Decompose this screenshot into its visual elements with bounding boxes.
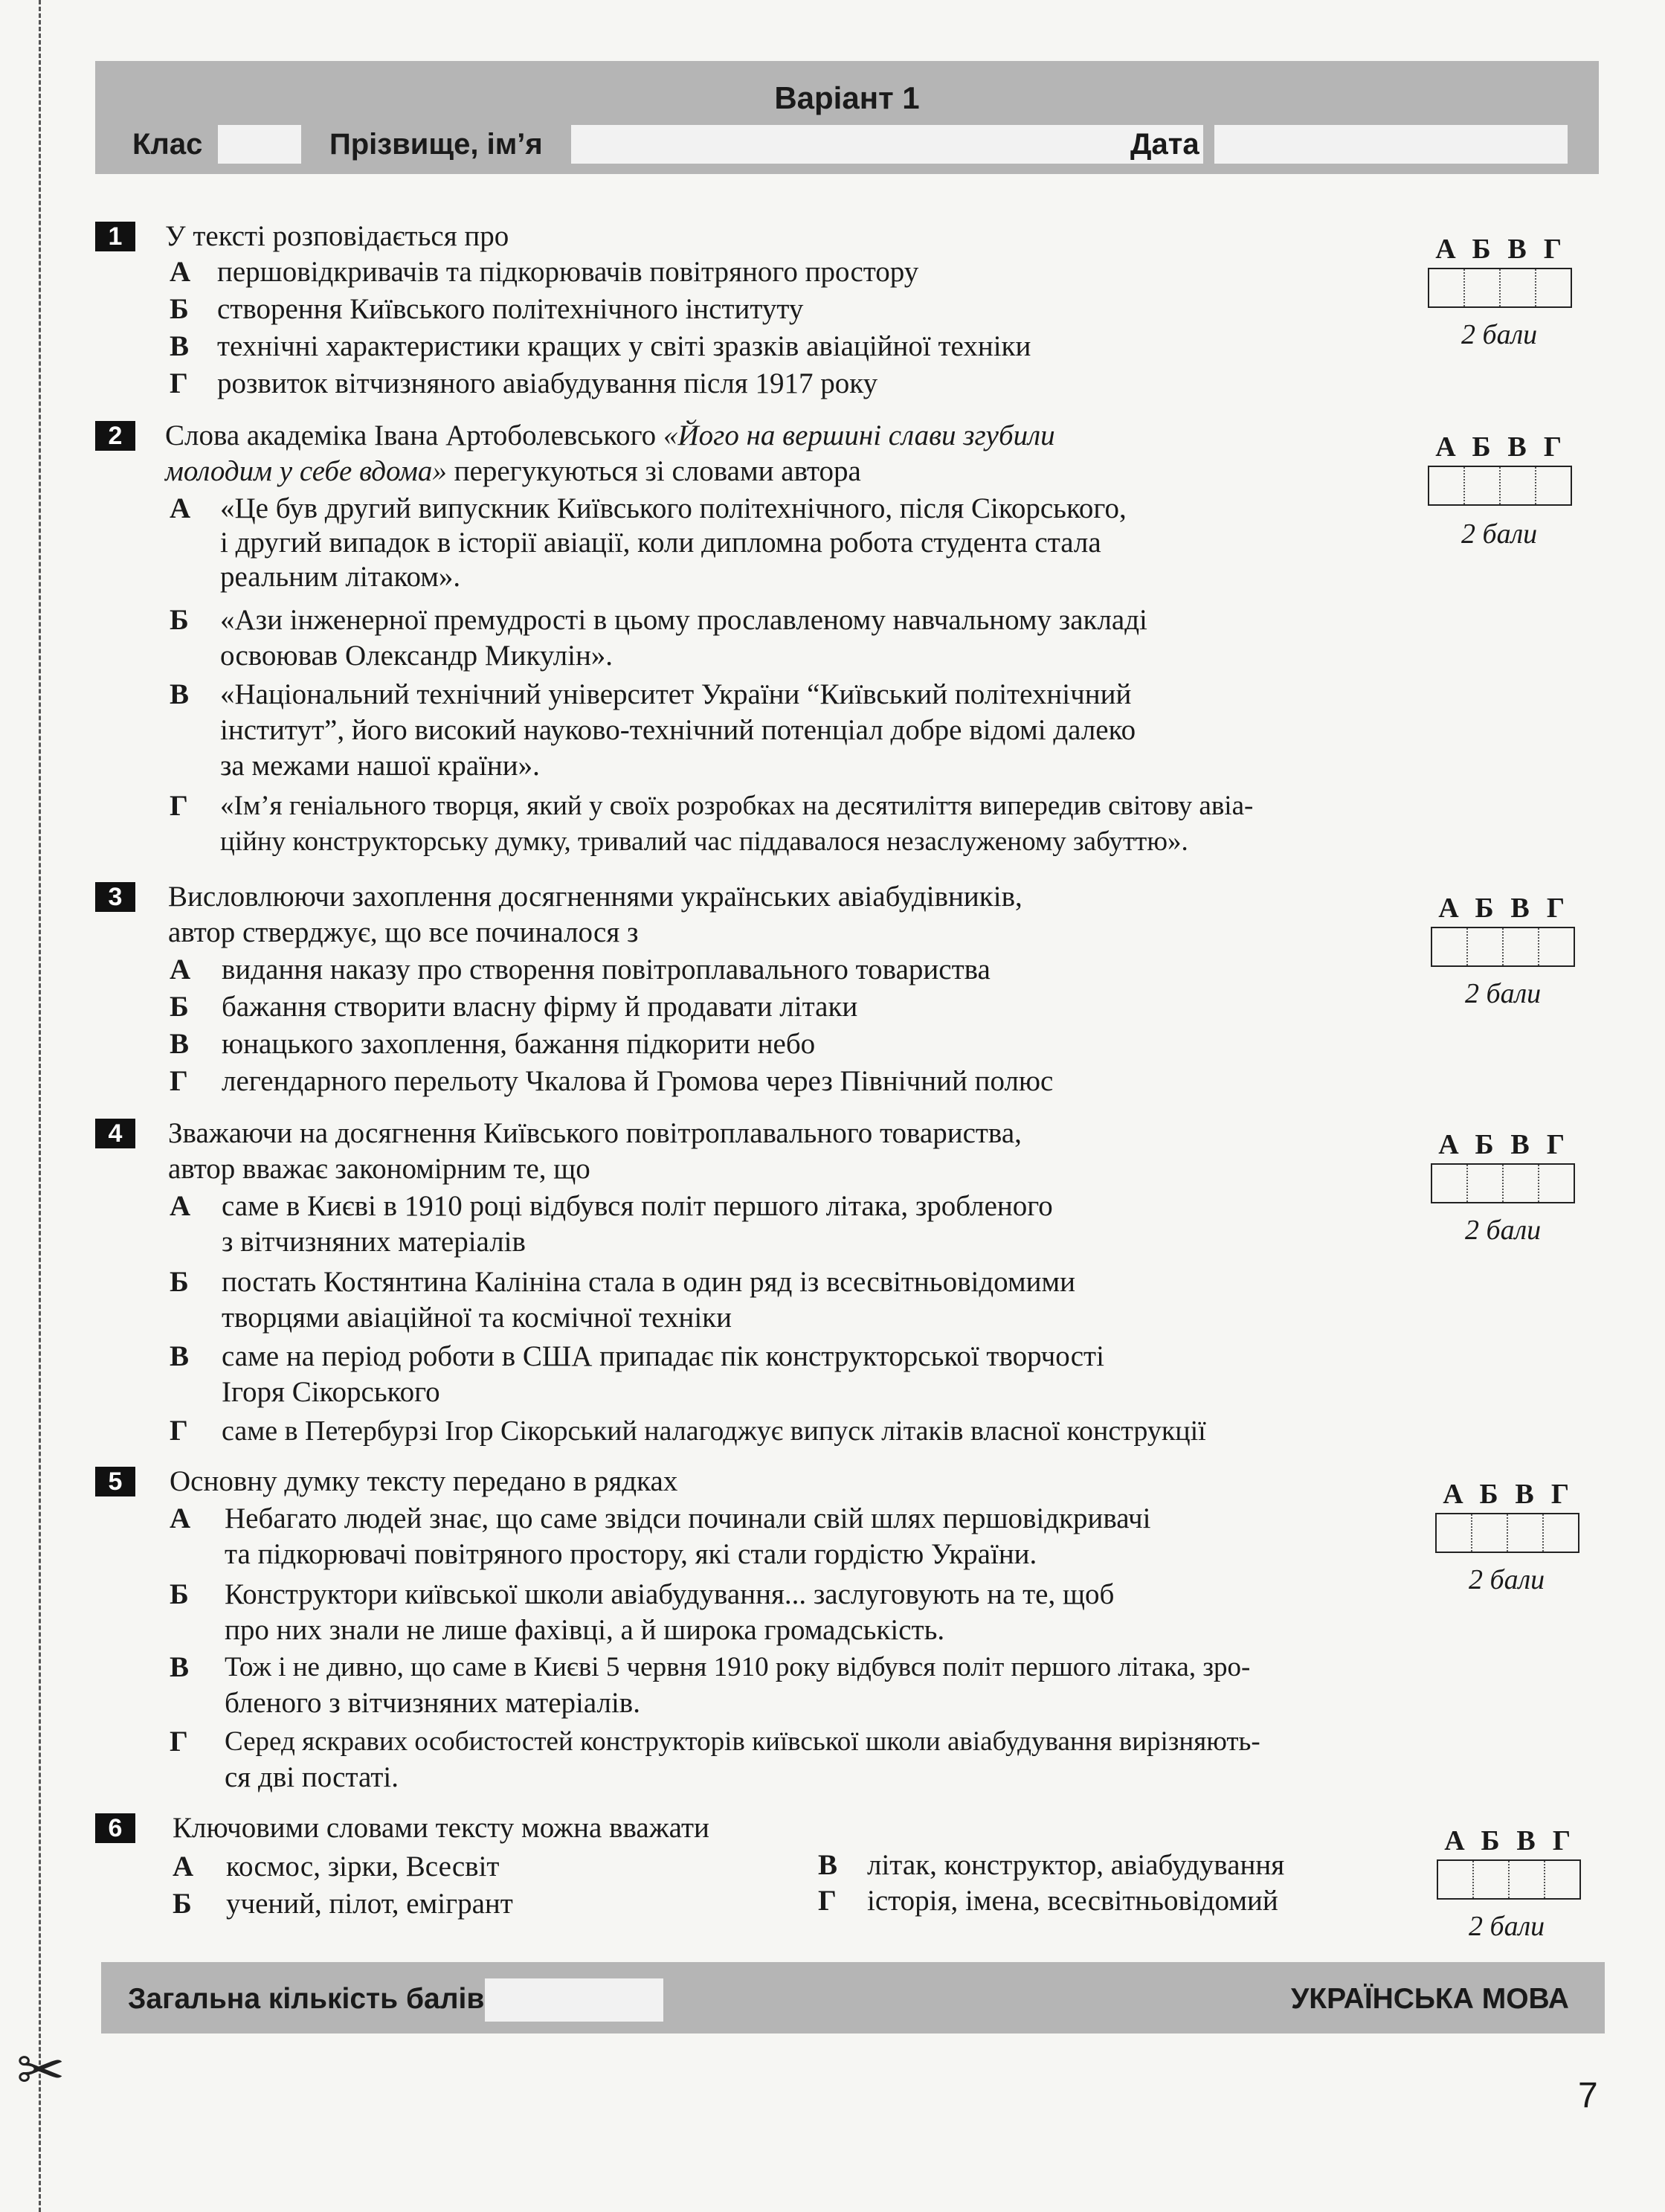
answer-letter: В — [1510, 1129, 1530, 1160]
question-number: 1 — [95, 222, 135, 251]
answer-cell[interactable] — [1539, 1165, 1574, 1202]
option-text: саме на період роботи в США припадає пік конструкторської творчості — [222, 1340, 1104, 1372]
answer-letter: В — [1516, 1825, 1536, 1856]
option-text: Ігоря Сікорського — [222, 1376, 440, 1408]
option-letter: Б — [170, 1578, 189, 1610]
answer-cell[interactable] — [1468, 1165, 1504, 1202]
option-letter: Г — [170, 1726, 188, 1758]
option-text: саме в Києві в 1910 році відбувся політ першого літака, зробленого — [222, 1190, 1053, 1222]
answer-cell[interactable] — [1501, 467, 1536, 504]
answer-cell[interactable] — [1468, 928, 1504, 965]
option-letter: Б — [170, 991, 189, 1023]
option-text: бленого з вітчизняних матеріалів. — [225, 1687, 640, 1719]
option-letter: Г — [170, 367, 188, 399]
answer-cell[interactable] — [1539, 928, 1574, 965]
option-letter: Г — [170, 1065, 188, 1097]
option-letter: В — [170, 1651, 190, 1683]
answer-letter: А — [1443, 1479, 1463, 1510]
option-text: створення Київського політехнічного інституту — [217, 293, 804, 325]
option-text: «Ази інженерної премудрості в цьому прославленому навчальному закладі — [220, 604, 1147, 636]
subject-label: УКРАЇНСЬКА МОВА — [1291, 1983, 1569, 2015]
question-text: молодим у себе вдома» перегукуються зі словами автора — [165, 455, 861, 487]
option-letter: А — [170, 1502, 191, 1534]
question-text: Висловлюючи захоплення досягненнями українських авіабудівників, — [168, 881, 1022, 913]
option-letter: В — [170, 678, 190, 710]
question-text: Зважаючи на досягнення Київського повітроплавального товариства, — [168, 1117, 1022, 1149]
answer-letter: Б — [1472, 234, 1491, 265]
answer-cell[interactable] — [1472, 1514, 1508, 1552]
answer-cell[interactable] — [1504, 928, 1539, 965]
option-text: космос, зірки, Всесвіт — [226, 1851, 500, 1883]
option-text: освоював Олександр Микулін». — [220, 640, 613, 672]
answer-cell[interactable] — [1465, 269, 1501, 306]
name-field[interactable] — [571, 125, 1203, 164]
option-text: «Це був другий випускник Київського політехнічного, після Сікорського, — [220, 492, 1127, 524]
option-text: і другий випадок в історії авіації, коли дипломна робота студента стала — [220, 527, 1101, 559]
answer-grid — [1428, 428, 1572, 506]
question-number: 2 — [95, 421, 135, 451]
answer-letter: А — [1438, 893, 1459, 924]
answer-grid — [1437, 1822, 1581, 1900]
answer-letter: Г — [1552, 1825, 1571, 1856]
option-text: «Національний технічний університет України “Київський політехнічний — [220, 678, 1132, 710]
answer-cell[interactable] — [1437, 1514, 1472, 1552]
answer-letter: А — [1435, 431, 1456, 463]
option-letter: В — [818, 1849, 838, 1881]
answer-cell[interactable] — [1544, 1514, 1578, 1552]
option-letter: Б — [170, 604, 189, 636]
answer-cell[interactable] — [1545, 1861, 1579, 1898]
option-text: за межами нашої країни». — [220, 750, 540, 782]
answer-cell[interactable] — [1474, 1861, 1510, 1898]
points-label: 2 бали — [1465, 978, 1542, 1009]
option-letter: А — [170, 1190, 191, 1222]
total-points-field[interactable] — [485, 1978, 663, 2022]
option-letter: А — [170, 492, 191, 524]
answer-letter: Б — [1481, 1825, 1500, 1856]
answer-letter: Г — [1546, 893, 1565, 924]
question-text: У тексті розповідається про — [165, 220, 509, 252]
answer-letter: В — [1507, 234, 1527, 265]
option-text: Небагато людей знає, що саме звідси починали свій шлях першовідкривачі — [225, 1502, 1151, 1534]
option-text: саме в Петербурзі Ігор Сікорський налагоджує випуск літаків власної конструкції — [222, 1415, 1206, 1447]
answer-cell[interactable] — [1536, 269, 1571, 306]
option-text: про них знали не лише фахівці, а й широка громадськість. — [225, 1614, 945, 1646]
points-label: 2 бали — [1465, 1215, 1542, 1246]
option-text: Тож і не дивно, що саме в Києві 5 червня 1910 року відбувся політ першого літака, зро- — [225, 1652, 1251, 1682]
option-text: першовідкривачів та підкорювачів повітряного простору — [217, 256, 919, 288]
date-label: Дата — [1130, 128, 1199, 161]
question-text: Ключовими словами тексту можна вважати — [173, 1812, 709, 1844]
option-text: «Ім’я геніального творця, який у своїх розробках на десятиліття випередив світову авіа- — [220, 791, 1254, 821]
answer-letter: Г — [1546, 1129, 1565, 1160]
option-text: творцями авіаційної та космічної техніки — [222, 1302, 732, 1334]
answer-grid — [1431, 1126, 1575, 1203]
option-letter: В — [170, 1340, 190, 1372]
points-label: 2 бали — [1461, 319, 1538, 350]
option-letter: А — [173, 1851, 194, 1883]
total-points-label: Загальна кількість балів — [128, 1983, 485, 2015]
answer-grid — [1431, 890, 1575, 967]
option-letter: В — [170, 1028, 190, 1060]
answer-letter: Б — [1475, 893, 1494, 924]
answer-cell[interactable] — [1508, 1514, 1544, 1552]
answer-letter: В — [1507, 431, 1527, 463]
answer-cell[interactable] — [1501, 269, 1536, 306]
option-letter: Г — [170, 790, 188, 822]
question-number: 5 — [95, 1467, 135, 1496]
option-letter: Г — [170, 1415, 188, 1447]
option-text: легендарного перельоту Чкалова й Громова через Північний полюс — [222, 1065, 1054, 1097]
points-label: 2 бали — [1461, 518, 1538, 550]
date-field[interactable] — [1214, 125, 1568, 164]
answer-letter: А — [1444, 1825, 1465, 1856]
answer-letter: А — [1435, 234, 1456, 265]
page-number: 7 — [1578, 2076, 1598, 2115]
option-text: ційну конструкторську думку, тривалий час піддавалося незаслуженому забуттю». — [220, 826, 1188, 857]
option-text: реальним літаком». — [220, 561, 461, 593]
option-text: ся дві постаті. — [225, 1761, 399, 1793]
question-text: автор стверджує, що все починалося з — [168, 916, 639, 948]
answer-letter: А — [1438, 1129, 1459, 1160]
option-text: технічні характеристики кращих у світі зразків авіаційної техніки — [217, 330, 1031, 362]
answer-grid — [1435, 1476, 1579, 1553]
option-letter: Б — [170, 1266, 189, 1298]
answer-letter: В — [1510, 893, 1530, 924]
points-label: 2 бали — [1469, 1911, 1545, 1942]
option-text: юнацького захоплення, бажання підкорити небо — [222, 1028, 816, 1060]
answer-cell[interactable] — [1536, 467, 1571, 504]
answer-letter: Б — [1479, 1479, 1498, 1510]
header-band — [95, 61, 1599, 174]
option-letter: Б — [173, 1888, 192, 1920]
answer-cell[interactable] — [1438, 1861, 1474, 1898]
variant-title: Варіант 1 — [774, 80, 920, 115]
answer-cell[interactable] — [1510, 1861, 1545, 1898]
name-label: Прізвище, ім’я — [329, 128, 543, 161]
answer-letter: Г — [1550, 1479, 1570, 1510]
answer-cell[interactable] — [1429, 467, 1465, 504]
points-label: 2 бали — [1469, 1564, 1545, 1595]
question-number: 6 — [95, 1813, 135, 1843]
option-letter: А — [170, 256, 191, 288]
answer-cell[interactable] — [1432, 1165, 1468, 1202]
option-letter: А — [170, 954, 191, 986]
answer-cell[interactable] — [1429, 269, 1465, 306]
option-text: учений, пілот, емігрант — [226, 1888, 513, 1920]
question-text: Основну думку тексту передано в рядках — [170, 1465, 678, 1497]
answer-letter: Г — [1543, 234, 1562, 265]
question-number: 3 — [95, 882, 135, 912]
option-text: видання наказу про створення повітроплавального товариства — [222, 954, 991, 986]
option-text: Конструктори київської школи авіабудування... заслуговують на те, щоб — [225, 1578, 1115, 1610]
option-text: Серед яскравих особистостей конструкторів київської школи авіабудування вирізняють- — [225, 1726, 1260, 1757]
option-text: історія, імена, всесвітньовідомий — [867, 1885, 1278, 1917]
footer-band — [101, 1962, 1605, 2033]
option-text: та підкорювачі повітряного простору, які стали гордістю України. — [225, 1538, 1037, 1570]
answer-letter: Б — [1472, 431, 1491, 463]
option-text: інститут”, його високий науково-технічний потенціал добре відомі далеко — [220, 714, 1136, 746]
answer-cell[interactable] — [1504, 1165, 1539, 1202]
question-number: 4 — [95, 1119, 135, 1148]
option-letter: Б — [170, 293, 189, 325]
option-text: постать Костянтина Калініна стала в один ряд із всесвітньовідомими — [222, 1266, 1076, 1298]
option-text: літак, конструктор, авіабудування — [867, 1849, 1285, 1881]
question-text: автор вважає закономірним те, що — [168, 1153, 590, 1185]
option-text: бажання створити власну фірму й продавати літаки — [222, 991, 858, 1023]
answer-grid — [1428, 231, 1572, 308]
answer-cell[interactable] — [1465, 467, 1501, 504]
scissors-icon: ✂ — [16, 2037, 65, 2104]
answer-letter: Б — [1475, 1129, 1494, 1160]
question-text: Слова академіка Івана Артоболевського «Його на вершині слави згубили — [165, 419, 1055, 451]
option-letter: В — [170, 330, 190, 362]
answer-cell[interactable] — [1432, 928, 1468, 965]
cut-line — [39, 0, 41, 2212]
answer-letter: В — [1515, 1479, 1534, 1510]
class-field[interactable] — [218, 125, 301, 164]
option-letter: Г — [818, 1885, 837, 1917]
option-text: розвиток вітчизняного авіабудування після 1917 року — [217, 367, 878, 399]
class-label: Клас — [132, 128, 203, 161]
answer-letter: Г — [1543, 431, 1562, 463]
option-text: з вітчизняних матеріалів — [222, 1226, 526, 1258]
